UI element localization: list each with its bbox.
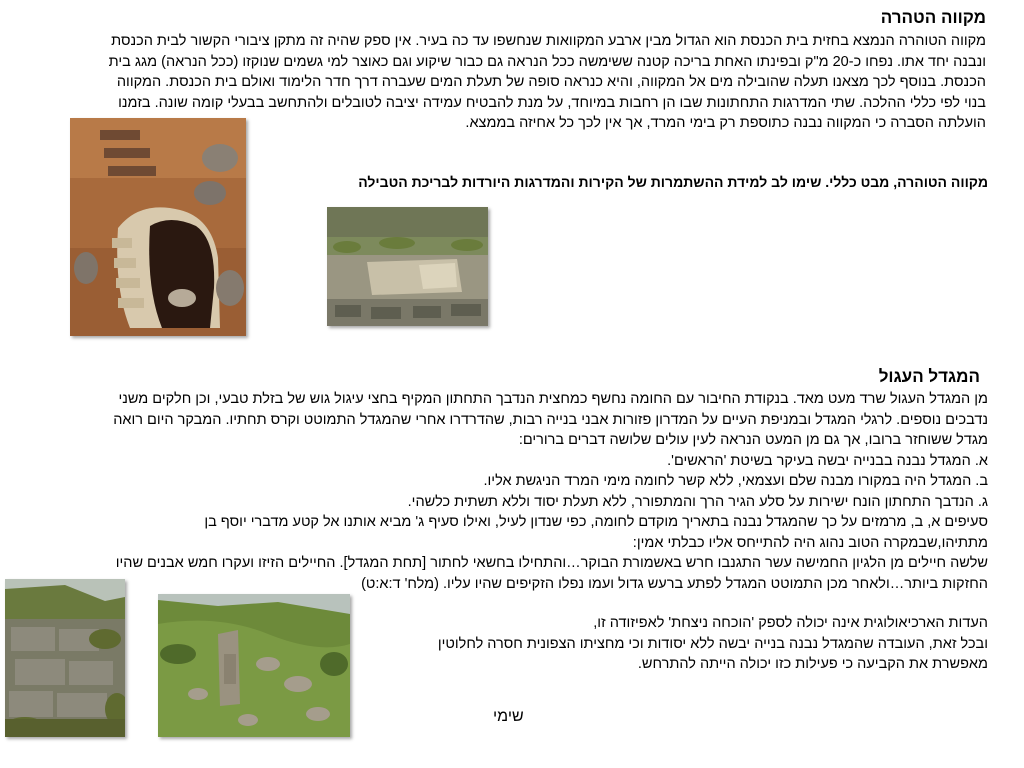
section2-title: המגדל העגול [878,367,980,386]
section2-line: נדבכים נוספים. לרגלי המגדל ובמניפת העיים על המדרון פזורות אבני בנייה רבות, שהדרדרו אחרי שהמגדל התמוטט וקרס תחתיו. המבקר היום רואה [113,411,988,428]
conclusion-line: ובכל זאת, העובדה שהמגדל נבנה בנייה יבשה ללא יסודות וכי מחציתו הצפונית חסרה לחלוטין [437,635,988,652]
tower-slope-photo [158,594,350,737]
section2-list-item: ב. המגדל היה במקורו מבנה שלם ועצמאי, ללא קשר לחומה מימי המרד הניגשת אליו. [483,473,988,489]
section1-line: הכנסת. בנוסף לכך מצאנו תעלה שהובילה מים אל המקווה, והיא כנראה סופה של תעלת המים שעברה דרך חדר הלימוד ואולם בית הכנסת. המקווה [116,74,986,90]
section2-quote-line: החזקות ביותר…ולאחר מכן התמוטט המגדל לפתע ברעש גדול ועמו נפלו הזקיפים שהיו עליו. (מלח' ד:א:ט) [361,575,988,592]
section2-conclusion [348,613,988,675]
section2-line: מגדל ששוחזר ברובו, אך גם מן המעט הנראה לעין עולים שלושה דברים ברורים: [518,432,988,448]
section2-list-item: א. המגדל נבנה בבנייה יבשה בעיקר בשיטת 'הראשים'. [667,452,988,469]
conclusion-line: מאפשרת את הקביעה כי פעילות כזו יכולה הייתה להתרחש. [637,656,988,672]
section1-line: בנוי לפי כללי ההלכה. שתי המדרגות התחתונות שבו הן רחבות במיוחד, על מנת להבטיח עמידה יציבה לטובלים ולהתחשב בבעלי קומה שונה. בזמנו [118,94,986,111]
section1-line: ונבנה יחד אתו. נפחו כ-20 מ"ק ובפינתו האחת בריכה קטנה ששימשה ככל הנראה גם כבור שיקוע וגם כאוצר למי גשמים שנוקזו (ככל הנראה) מגג בית [108,53,986,70]
section2-line: מתתיהו,שבמקרה הטוב נהוג היה להתייחס אליו כבלתי אמין: [632,534,988,551]
section2-paragraph [13,389,988,594]
tower-closeup-photo [5,579,125,737]
section2-line: סעיפים א, ב, מרמזים על כך שהמגדל נבנה בתאריך מוקדם לחומה, כפי שנדון לעיל, ואילו סעיף ג' מביא אותנו אל קטע מדברי יוסף בן [204,514,988,530]
section2-list-item: ג. הנדבך התחתון הונח ישירות על סלע הגיר הרך והמתפורר, ללא תעלת יסוד וללא תשתית כלשהי. [407,493,988,510]
section1-title: מקווה הטהרה [880,8,986,27]
mikveh-overview-photo [327,207,488,326]
section1-line: מקווה הטוהרה הנמצא בחזית בית הכנסת הוא הגדול מבין ארבע המקוואות שנחשפו עד כה בעיר. אין ספק שהיה זה מתקן ציבורי הקשור לבית הכנסת [111,33,986,49]
section1-line: הועלתה הסברה כי המקווה נבנה כתוספת רק בימי המרד, אך אין לכך כל אחיזה בממצא. [465,115,986,131]
mikveh-closeup-photo [70,118,246,336]
section2-line: מן המגדל העגול שרד מעט מאד. בנקודת החיבור עם החומה נחשף כמחצית הנדבך התחתון המקיף בחצי עיגול גוש של בזלת טבעי, וכן חלקים משני [118,391,988,407]
signature: שימי [493,708,524,725]
section2-quote-line: שלשה חיילים מן הלגיון החמישה עשר התגנבו חרש באשמורת הבוקר…והתחילו בחשאי לחתור [תחת המגדל]. החיילים הזיזו ועקרו חמש אבנים שהיו [115,555,988,571]
mikveh-caption: מקווה הטוהרה, מבט כללי. שימו לב למידת ההשתמרות של הקירות והמדרגות היורדות לבריכת הטבילה [358,174,988,190]
conclusion-line: העדות הארכיאולוגית אינה יכולה לספק 'הוכחה ניצחת' לאפיזודה זו, [593,615,988,631]
